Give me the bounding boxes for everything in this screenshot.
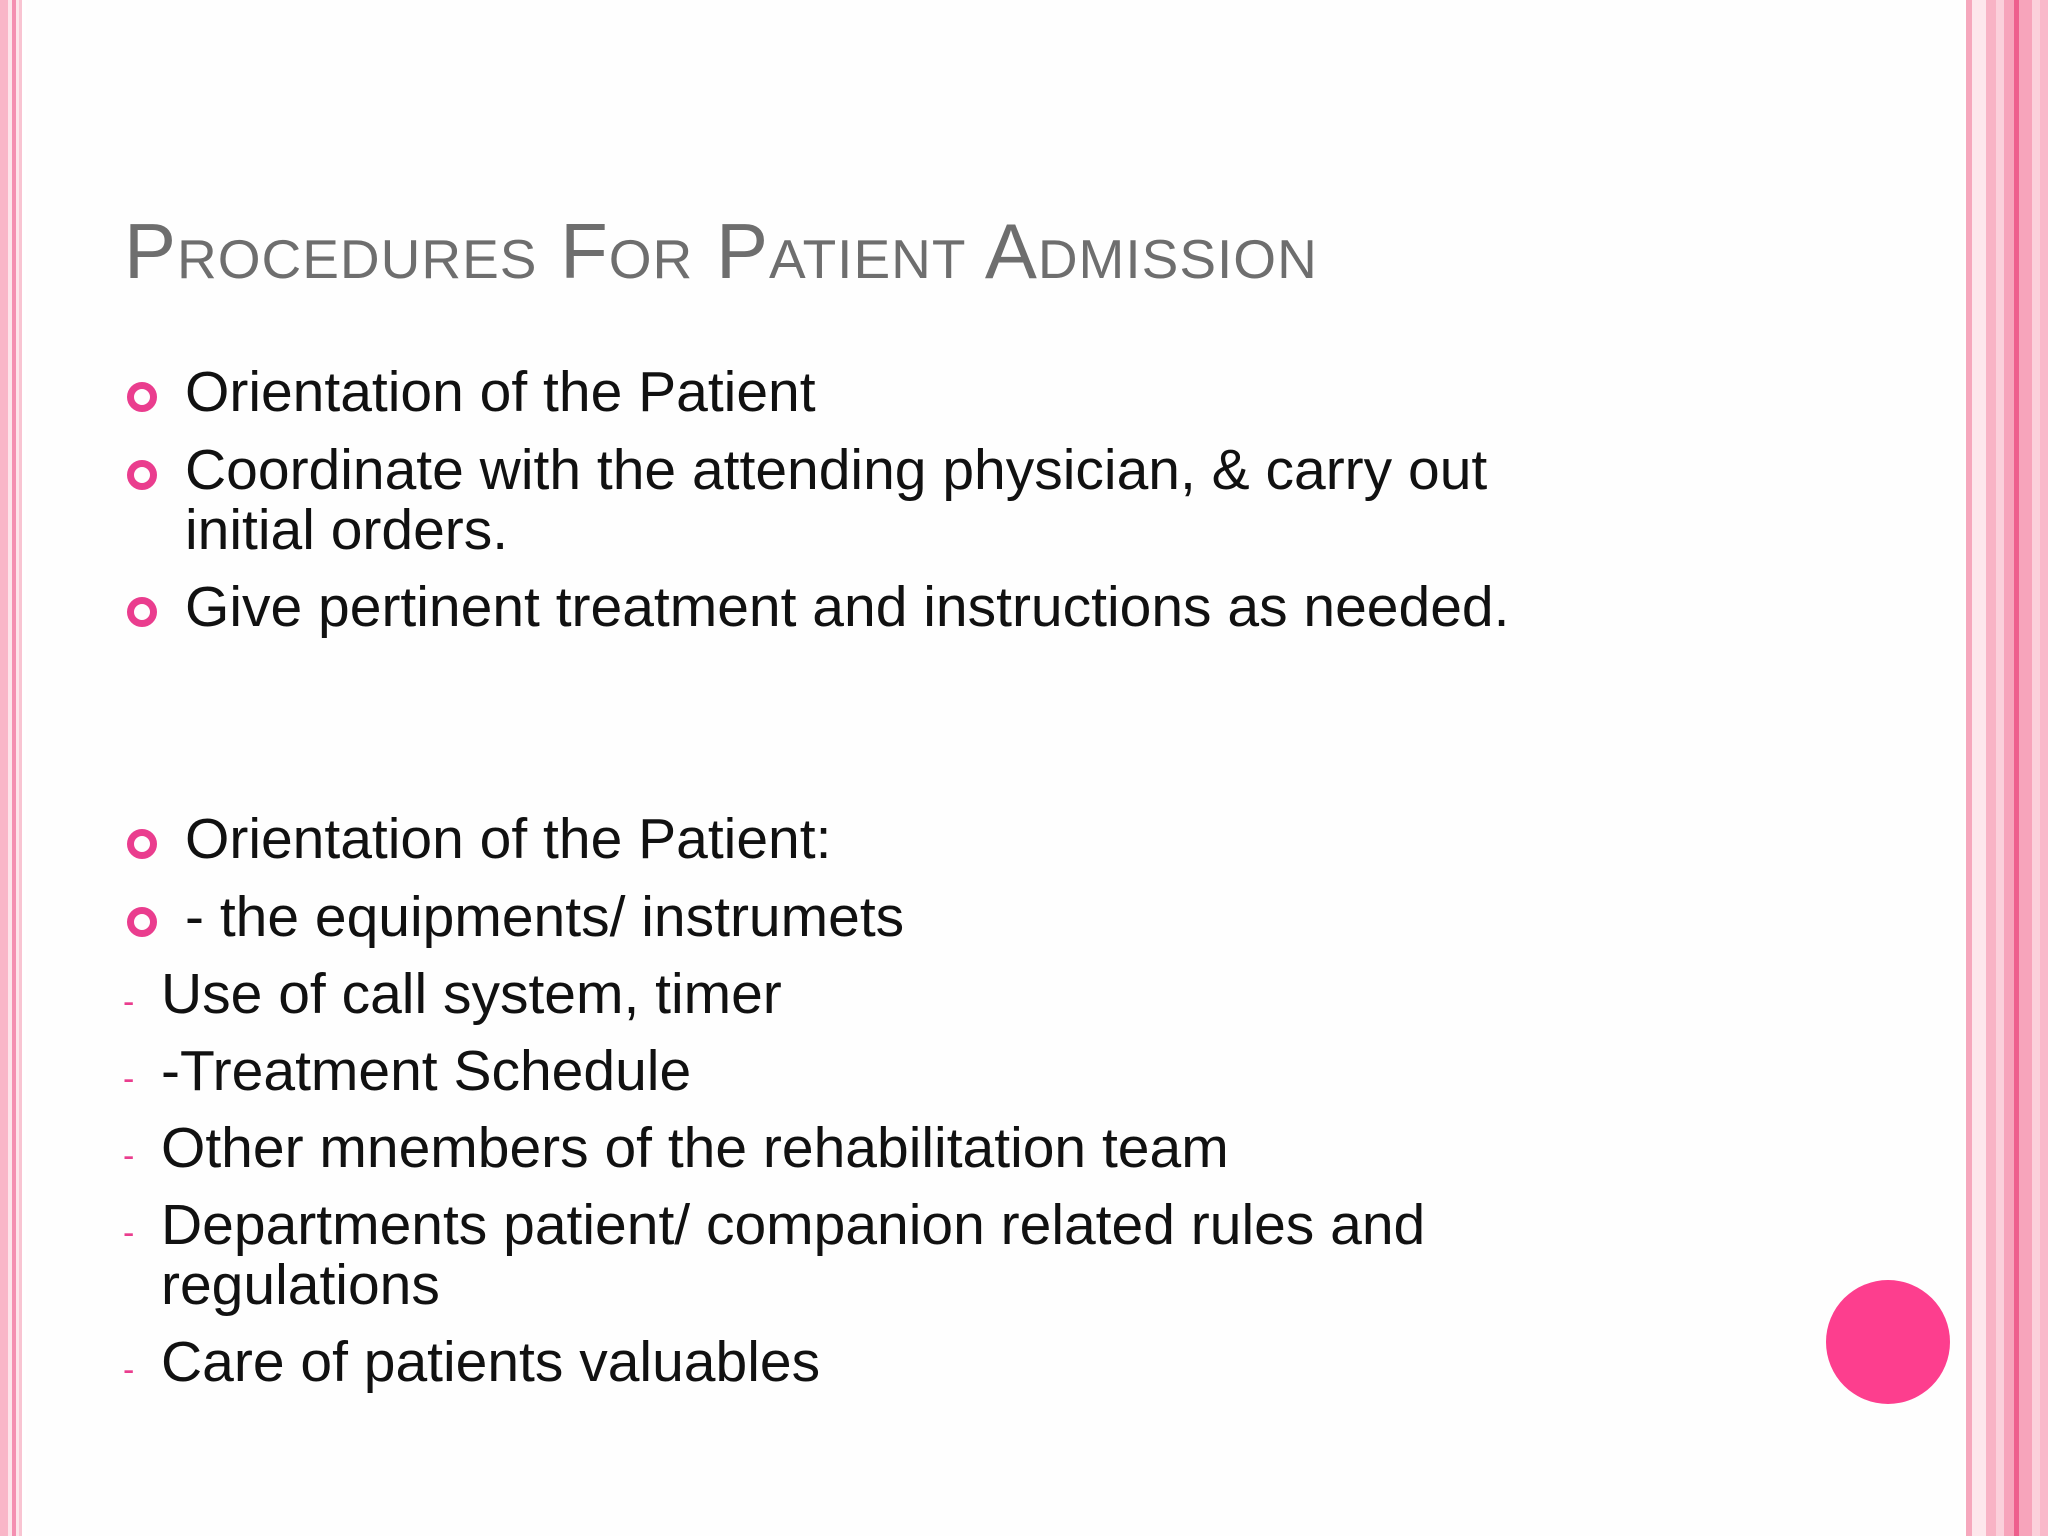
dash-bullet-icon: - xyxy=(123,1351,135,1389)
pink-circle-icon xyxy=(1826,1280,1950,1404)
bullet-text: Give pertinent treatment and instructions as needed. xyxy=(185,575,1510,639)
right-decorative-border xyxy=(1964,0,2048,1536)
hollow-circle-bullet-icon xyxy=(127,829,157,859)
dash-item-text-continued: regulations xyxy=(161,1253,440,1317)
left-decorative-border xyxy=(0,0,26,1536)
hollow-circle-bullet-icon xyxy=(127,382,157,412)
bullet-text: Orientation of the Patient xyxy=(185,360,816,424)
bullet-text-continued: initial orders. xyxy=(185,498,509,562)
dash-item-text: Care of patients valuables xyxy=(161,1330,821,1394)
slide-title: Procedures For Patient Admission xyxy=(124,207,1318,295)
dash-bullet-icon: - xyxy=(123,1060,135,1098)
bullet-text: Coordinate with the attending physician, & carry out xyxy=(185,438,1488,502)
hollow-circle-bullet-icon xyxy=(127,460,157,490)
dash-item-text: -Treatment Schedule xyxy=(161,1039,692,1103)
dash-bullet-icon: - xyxy=(123,1137,135,1175)
dash-item-text: Departments patient/ companion related rules and xyxy=(161,1193,1426,1257)
bullet-text: Orientation of the Patient: xyxy=(185,807,832,871)
dash-bullet-icon: - xyxy=(123,1214,135,1252)
dash-item-text: Use of call system, timer xyxy=(161,962,782,1026)
bullet-text: - the equipments/ instrumets xyxy=(185,885,905,949)
dash-bullet-icon: - xyxy=(123,983,135,1021)
dash-item-text: Other mnembers of the rehabilitation team xyxy=(161,1116,1229,1180)
hollow-circle-bullet-icon xyxy=(127,907,157,937)
hollow-circle-bullet-icon xyxy=(127,597,157,627)
